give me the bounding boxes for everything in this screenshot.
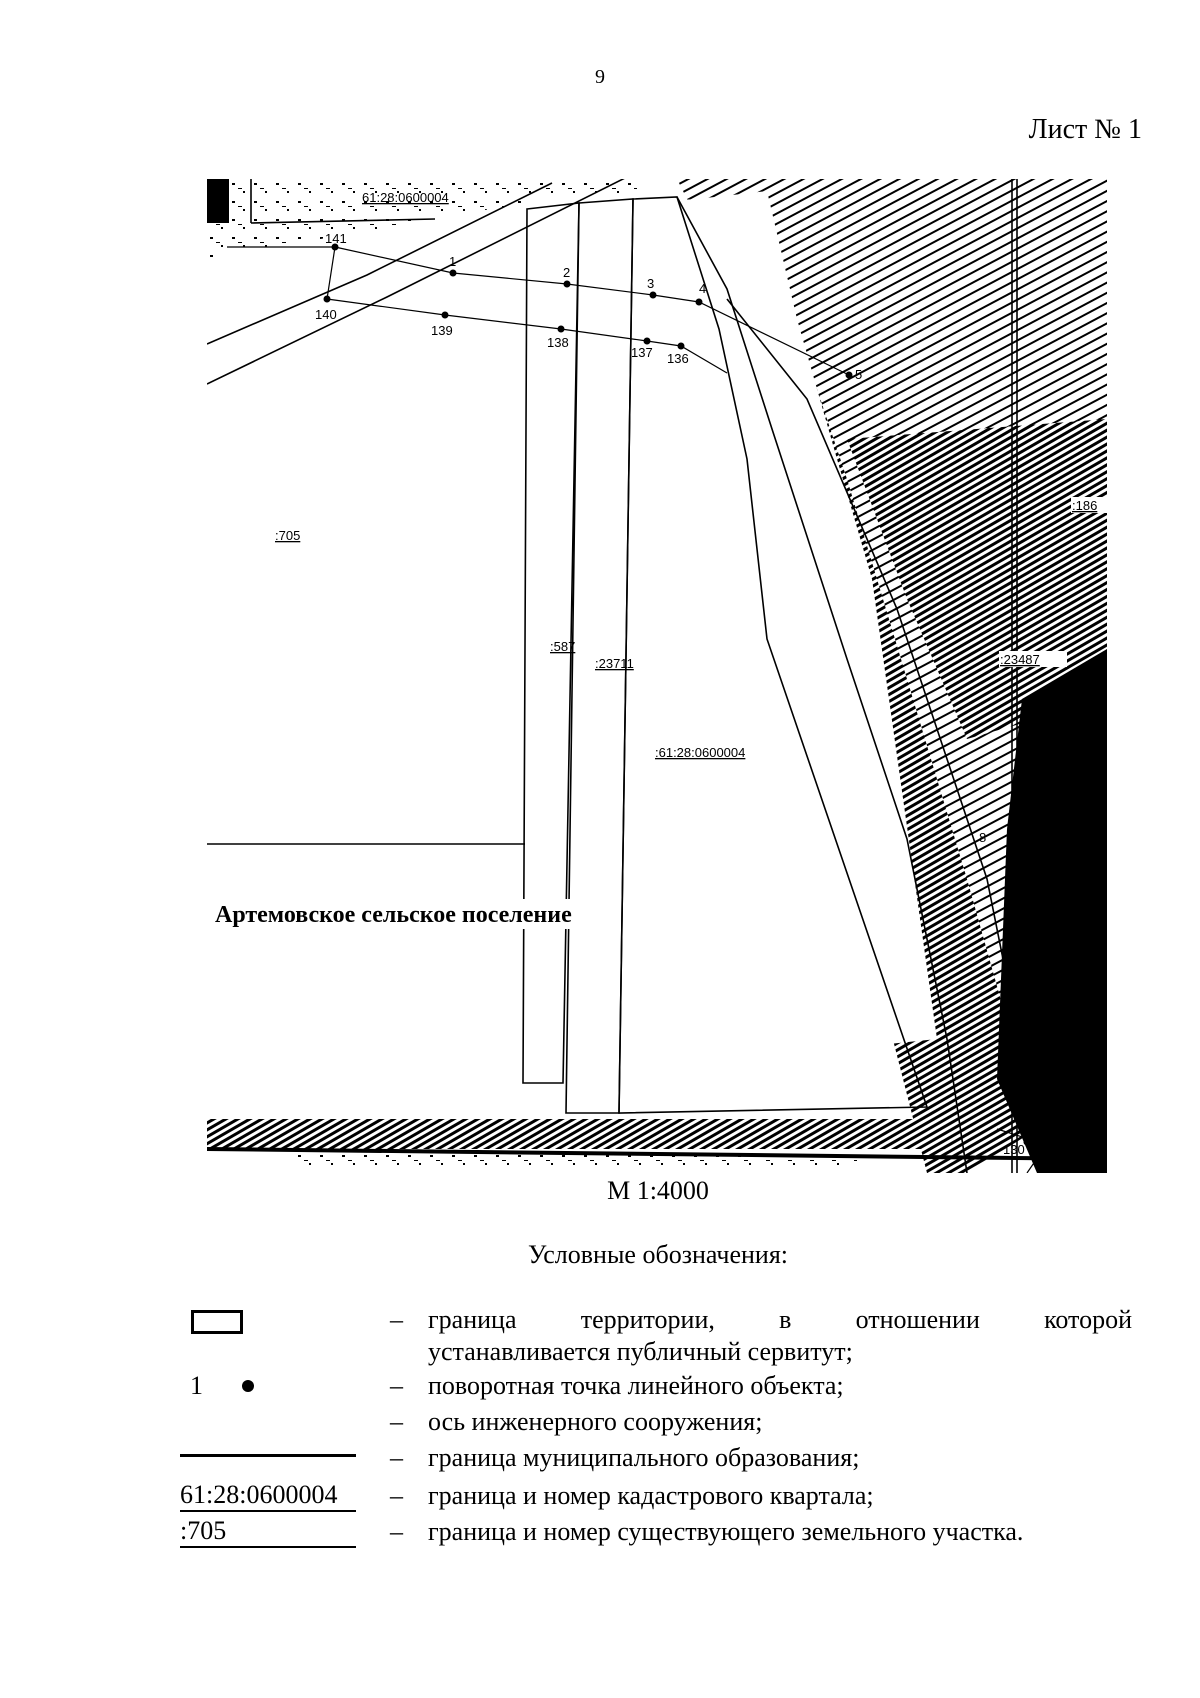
- point-label-8: 8: [979, 830, 987, 845]
- legend-title: Условные обозначения:: [527, 1240, 789, 1269]
- point-label-137: 137: [631, 345, 653, 360]
- legend-row-turning-point: [180, 1370, 1132, 1404]
- point-label-138: 138: [547, 335, 569, 350]
- legend-dash: –: [390, 1407, 403, 1436]
- parcel-label-705: :705: [275, 528, 301, 543]
- point-label-140: 140: [315, 307, 337, 322]
- page-number: 9: [595, 66, 605, 88]
- legend-dash: –: [390, 1371, 403, 1400]
- settlement-label-group: [211, 899, 611, 929]
- point-label-5: 5: [855, 367, 863, 382]
- cadastral-quarter-symbol: 61:28:0600004: [180, 1480, 356, 1512]
- legend-desc: граница и номер существующего земельного участка.: [428, 1517, 1024, 1546]
- quarter-label-center: :61:28:0600004: [655, 745, 746, 760]
- quarter-label-top: 61:28:0600004: [362, 190, 449, 205]
- point-label-136: 136: [667, 351, 689, 366]
- point-label-10: 10: [1079, 1141, 1094, 1156]
- parcel-label-23487: :23487: [1000, 652, 1040, 667]
- sheet-label: Лист № 1: [1028, 114, 1142, 145]
- turning-point-symbol-label: 1: [190, 1371, 203, 1400]
- legend-dash: –: [390, 1517, 403, 1546]
- parcel-label-587: :587: [550, 639, 576, 654]
- legend-row-axis: [180, 1406, 1132, 1440]
- legend-desc: граница территории, в отношении которой: [428, 1305, 1132, 1334]
- point-label-4: 4: [699, 281, 707, 296]
- cadastral-map: [207, 179, 1107, 1173]
- legend-desc: граница муниципального образования;: [428, 1443, 860, 1472]
- point-dot-icon: [242, 1380, 254, 1392]
- legend-row-parcel: [180, 1516, 1132, 1550]
- legend-desc: граница и номер кадастрового квартала;: [428, 1481, 874, 1510]
- settlement-label: Артемовское сельское поселение: [215, 902, 572, 928]
- point-label-1: 1: [449, 254, 457, 269]
- point-label-2: 2: [563, 265, 571, 280]
- legend-dash: –: [390, 1443, 403, 1472]
- legend-desc-cont: устанавливается публичный сервитут;: [428, 1337, 853, 1366]
- legend-dash: –: [390, 1305, 403, 1334]
- point-label-141: 141: [325, 231, 347, 246]
- point-label-139: 139: [431, 323, 453, 338]
- legend-row-servitude: [180, 1304, 1132, 1368]
- legend-row-municipal: [180, 1442, 1132, 1476]
- legend-desc: поворотная точка линейного объекта;: [428, 1371, 844, 1400]
- legend-row-quarter: [180, 1480, 1132, 1514]
- legend-dash: –: [390, 1481, 403, 1510]
- map-scale: М 1:4000: [607, 1176, 709, 1205]
- parcel-label-186: :186: [1072, 498, 1098, 513]
- point-label-3: 3: [647, 276, 655, 291]
- point-label-130: 130: [1003, 1142, 1025, 1157]
- legend-desc: ось инженерного сооружения;: [428, 1407, 763, 1436]
- parcel-label-23711: :23711: [595, 656, 634, 671]
- parcel-symbol: :705: [180, 1516, 356, 1548]
